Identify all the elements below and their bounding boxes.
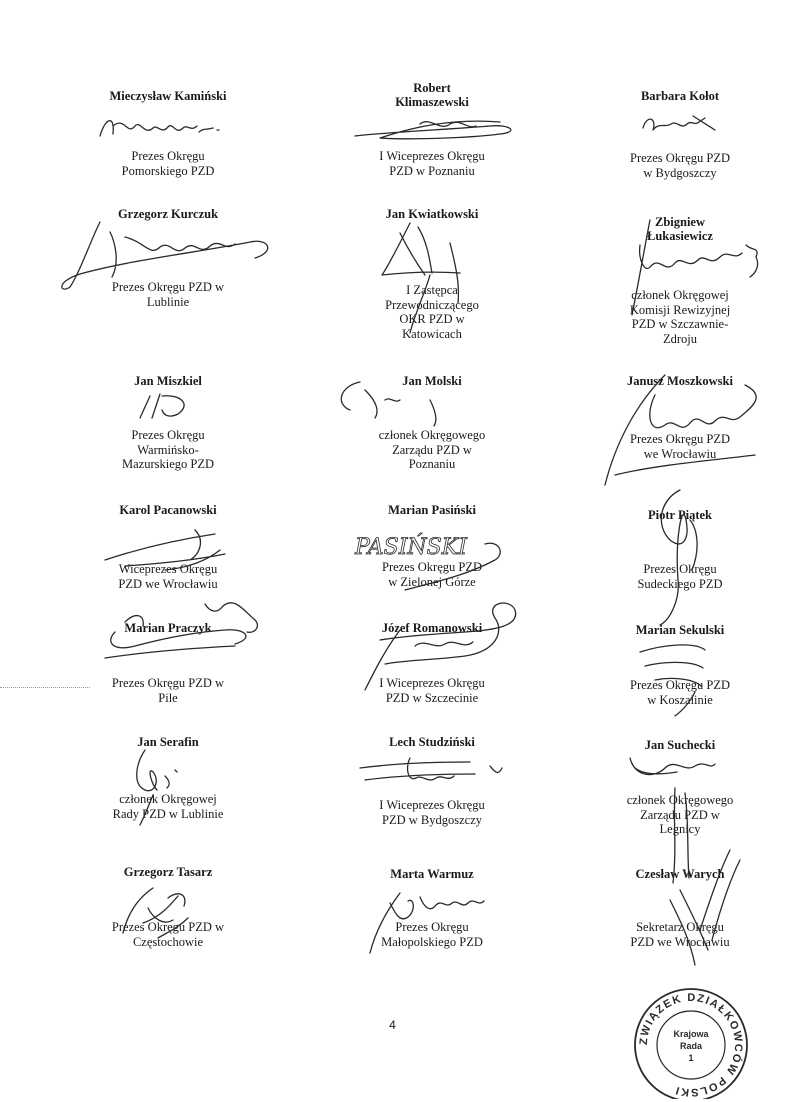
signatory-role-block bbox=[332, 149, 532, 178]
signatory-block bbox=[332, 81, 532, 109]
signatory-role: Prezes Okręgu PZD w Koszalinie bbox=[630, 678, 730, 707]
signatory-role-block bbox=[580, 432, 780, 461]
signatory-name: Jan Kwiatkowski bbox=[385, 207, 479, 221]
signatory-role-block bbox=[332, 428, 532, 472]
signatory-role-block bbox=[68, 428, 268, 472]
signatory-name: Mieczysław Kamiński bbox=[109, 89, 227, 103]
signatory-name: Grzegorz Kurczuk bbox=[117, 207, 219, 221]
signature bbox=[130, 388, 220, 428]
signatory-block bbox=[580, 508, 780, 522]
signatory-name: Robert Klimaszewski bbox=[395, 81, 469, 109]
signatory-role: Prezes Okręgu PZD we Wrocławiu bbox=[630, 432, 730, 461]
svg-text:Krajowa: Krajowa bbox=[673, 1029, 709, 1039]
signatory-role: Prezes Okręgu PZD w Bydgoszczy bbox=[630, 151, 730, 180]
signatory-role-block bbox=[68, 920, 268, 949]
signatory-block bbox=[68, 735, 268, 749]
signatory-role-block bbox=[580, 920, 780, 949]
signatory-role-block bbox=[68, 792, 268, 821]
svg-text:PASIŃSKI: PASIŃSKI bbox=[355, 535, 467, 560]
signatory-role: I Wiceprezes Okręgu PZD w Szczecinie bbox=[379, 676, 485, 705]
signatory-name: Marian Praczyk bbox=[124, 621, 212, 635]
signatory-role: Prezes Okręgu Sudeckiego PZD bbox=[637, 562, 723, 591]
signatory-block bbox=[332, 735, 532, 749]
signatory-role: członek Okręgowej Rady PZD w Lublinie bbox=[112, 792, 224, 821]
signatory-name: Jan Miszkiel bbox=[134, 374, 202, 388]
signatory-role: członek Okręgowego Zarządu PZD w Legnicy bbox=[626, 793, 734, 836]
signature bbox=[95, 106, 225, 146]
signatory-name: Lech Studziński bbox=[389, 735, 475, 749]
signatory-role-block bbox=[68, 676, 268, 705]
signature bbox=[640, 840, 750, 970]
signatory-role: członek Okręgowego Zarządu PZD w Poznaniu bbox=[378, 428, 486, 471]
signatory-role-block bbox=[580, 793, 780, 837]
signatory-role: Prezes Okręgu Warmińsko- Mazurskiego PZD bbox=[122, 428, 214, 471]
signatory-role-block bbox=[68, 149, 268, 178]
signatory-name: Zbigniew Łukasiewicz bbox=[647, 215, 713, 243]
signatory-name: Barbara Kołot bbox=[640, 89, 720, 103]
signatory-block bbox=[580, 867, 780, 881]
signatory-name: Marian Sekulski bbox=[635, 623, 725, 637]
signatory-block bbox=[68, 865, 268, 879]
signatory-block bbox=[332, 374, 532, 388]
signature bbox=[350, 748, 525, 793]
signatory-block bbox=[332, 503, 532, 517]
signatory-role: Prezes Okręgu PZD w Lublinie bbox=[111, 280, 225, 309]
signatory-block bbox=[68, 374, 268, 388]
signatory-name: Piotr Piątek bbox=[648, 508, 712, 522]
signatory-role: Wiceprezes Okręgu PZD we Wrocławiu bbox=[118, 562, 218, 591]
signatory-role-block bbox=[68, 562, 268, 591]
signatory-block bbox=[68, 621, 268, 635]
signatory-block bbox=[580, 374, 780, 388]
signatory-role: I Wiceprezes Okręgu PZD w Poznaniu bbox=[379, 149, 485, 178]
signatory-block bbox=[580, 215, 780, 243]
organization-stamp bbox=[624, 985, 758, 1099]
signatory-role-block bbox=[68, 280, 268, 309]
signatory-name: Karol Pacanowski bbox=[119, 503, 217, 517]
signatory-name: Czesław Warych bbox=[635, 867, 725, 881]
svg-text:ZWIĄZEK DZIAŁKOWCÓW POLSKI: ZWIĄZEK DZIAŁKOWCÓW POLSKI bbox=[637, 991, 745, 1099]
svg-text:Rada: Rada bbox=[679, 1041, 703, 1051]
svg-text:1: 1 bbox=[688, 1053, 694, 1063]
signatory-block bbox=[580, 738, 780, 752]
signatory-name: Józef Romanowski bbox=[381, 621, 483, 635]
signatory-block bbox=[332, 207, 532, 221]
signatory-block bbox=[68, 207, 268, 221]
signature bbox=[635, 108, 725, 138]
signatory-role: Prezes Okręgu PZD w Pile bbox=[111, 676, 225, 705]
signatory-name: Grzegorz Tasarz bbox=[123, 865, 213, 879]
signatory-role-block bbox=[332, 798, 532, 827]
signatory-block bbox=[68, 89, 268, 103]
signatory-role-block bbox=[332, 676, 532, 705]
signatory-role-block bbox=[580, 562, 780, 591]
page-number: 4 bbox=[389, 1018, 396, 1032]
signatory-role-block bbox=[580, 678, 780, 707]
signatory-name: Marta Warmuz bbox=[390, 867, 474, 881]
signatory-role: Prezes Okręgu PZD w Częstochowie bbox=[111, 920, 225, 949]
signatory-role: Prezes Okręgu PZD w Zielonej Górze bbox=[382, 560, 482, 589]
signatory-role-block bbox=[332, 560, 532, 589]
signatory-role-block bbox=[580, 151, 780, 180]
signatory-role-block bbox=[580, 288, 780, 346]
signatory-block bbox=[332, 867, 532, 881]
signatory-name: Jan Suchecki bbox=[644, 738, 716, 752]
signatory-role: I Wiceprezes Okręgu PZD w Bydgoszczy bbox=[379, 798, 485, 827]
signatory-name: Marian Pasiński bbox=[388, 503, 476, 517]
signatory-role: I Zastępca Przewodniczącego OKR PZD w Katowicach bbox=[385, 283, 479, 341]
signatory-name: Jan Serafin bbox=[137, 735, 199, 749]
signatory-role: Prezes Okręgu Małopolskiego PZD bbox=[381, 920, 483, 949]
signature bbox=[350, 108, 530, 148]
signatory-name: Jan Molski bbox=[402, 374, 462, 388]
signatory-role: Prezes Okręgu Pomorskiego PZD bbox=[121, 149, 215, 178]
signatory-block bbox=[580, 623, 780, 637]
signature bbox=[620, 480, 740, 630]
signatory-block bbox=[580, 89, 780, 103]
signatory-role: Sekretarz Okręgu PZD we Wrocławiu bbox=[630, 920, 730, 949]
signatory-role-block bbox=[332, 920, 532, 949]
signatory-block bbox=[332, 621, 532, 635]
signatory-block bbox=[68, 503, 268, 517]
signatory-role: członek Okręgowej Komisji Rewizyjnej PZD w Szczawnie- Zdroju bbox=[629, 288, 731, 346]
signatory-role-block bbox=[332, 283, 532, 341]
signatory-name: Janusz Moszkowski bbox=[627, 374, 733, 388]
